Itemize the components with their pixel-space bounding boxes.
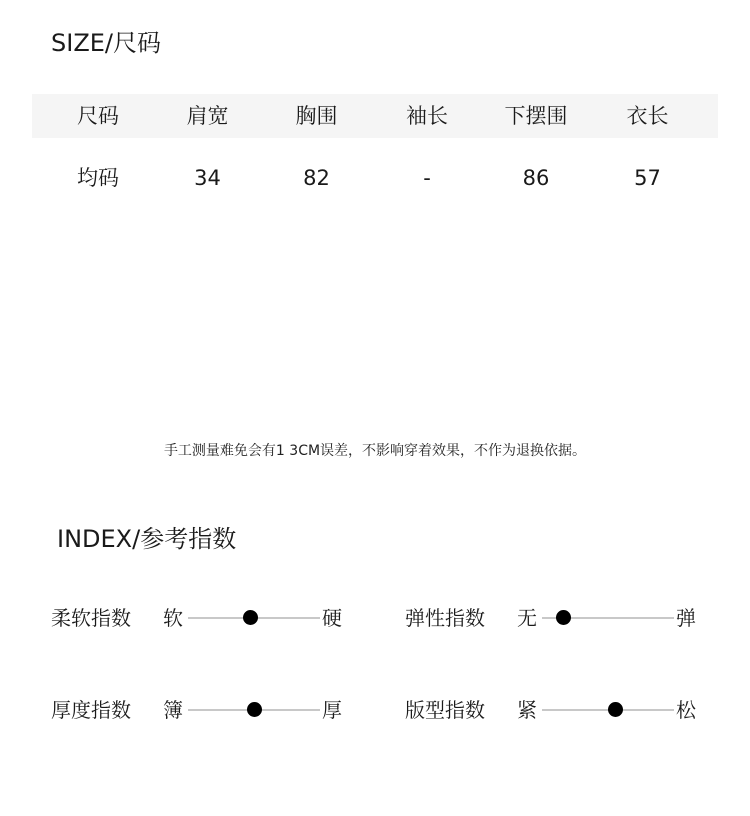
- thickness-min-label: 簿: [163, 698, 183, 722]
- size-table: [32, 94, 718, 218]
- header-cell-size: 尺码: [77, 104, 119, 128]
- elasticity-index-label: 弹性指数: [405, 606, 485, 630]
- thickness-max-label: 厚: [322, 698, 342, 722]
- elasticity-slider-knob: [556, 610, 571, 625]
- header-cell-shoulder: 肩宽: [186, 104, 229, 128]
- elasticity-slider-track: [542, 617, 674, 619]
- header-cell-hem: 下摆围: [504, 104, 568, 128]
- cell-hem: 86: [522, 166, 550, 190]
- cell-sleeve: -: [423, 166, 431, 190]
- cell-length: 57: [634, 166, 661, 190]
- fit-slider-track: [542, 709, 674, 711]
- fit-slider-knob: [608, 702, 623, 717]
- measurement-note: 手工测量难免会有1 3CM误差，不影响穿着效果，不作为退换依据。: [163, 443, 587, 459]
- softness-min-label: 软: [163, 606, 183, 630]
- table-row: [32, 138, 718, 218]
- thickness-slider-knob: [247, 702, 262, 717]
- size-table-header: [32, 94, 718, 138]
- fit-min-label: 紧: [517, 698, 537, 722]
- fit-index-label: 版型指数: [405, 698, 485, 722]
- cell-bust: 82: [303, 166, 330, 190]
- header-cell-length: 衣长: [626, 104, 669, 128]
- softness-max-label: 硬: [322, 606, 342, 630]
- softness-slider-knob: [243, 610, 258, 625]
- elasticity-max-label: 弹: [676, 606, 696, 630]
- softness-slider-track: [188, 617, 320, 619]
- fit-max-label: 松: [676, 698, 696, 722]
- index-section-title: INDEX/参考指数: [57, 525, 237, 553]
- softness-index-label: 柔软指数: [51, 606, 131, 630]
- thickness-index-label: 厚度指数: [51, 698, 131, 722]
- cell-shoulder: 34: [194, 166, 221, 190]
- cell-size: 均码: [77, 166, 119, 190]
- thickness-slider-track: [188, 709, 320, 711]
- header-cell-sleeve: 袖长: [406, 104, 448, 128]
- header-cell-bust: 胸围: [295, 104, 338, 128]
- size-section-title: SIZE/尺码: [51, 29, 162, 57]
- elasticity-min-label: 无: [517, 606, 537, 630]
